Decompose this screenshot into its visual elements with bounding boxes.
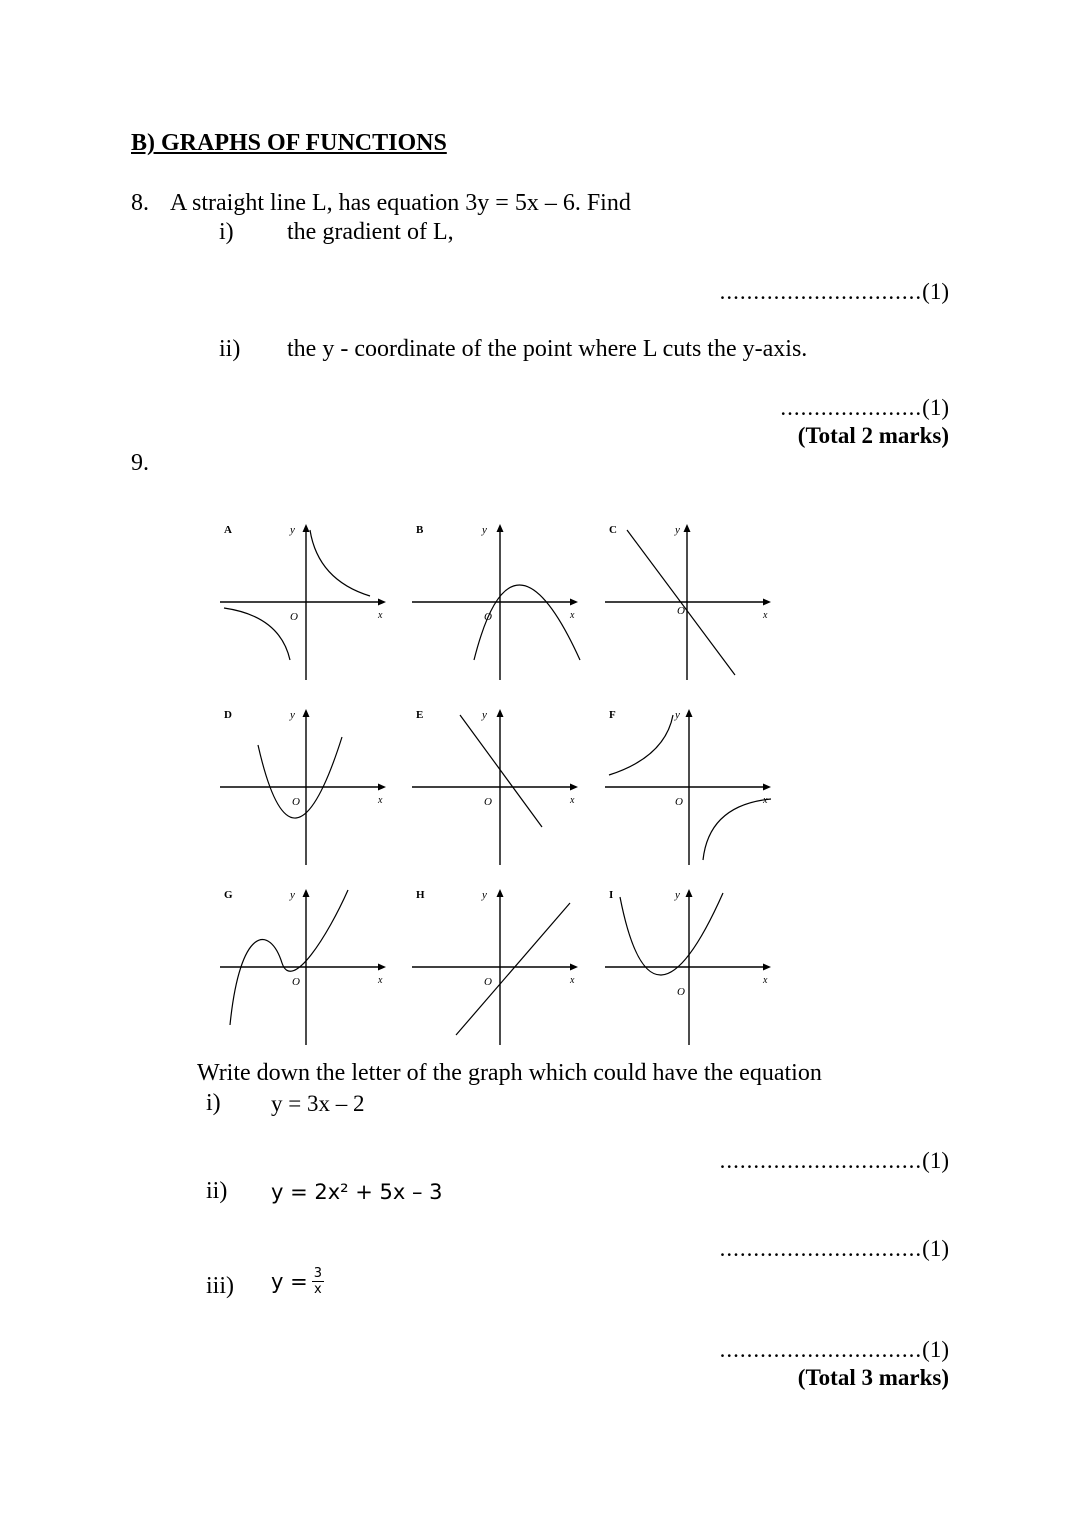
graph-i	[605, 885, 770, 1045]
graph-b	[412, 520, 577, 680]
marks: (1)	[922, 279, 949, 304]
x-axis-arrow	[378, 784, 386, 791]
x-axis-label: x	[378, 795, 383, 806]
origin-label: O	[677, 986, 685, 998]
y-axis-label: y	[290, 709, 295, 721]
x-axis-label: x	[570, 610, 575, 621]
y-axis-arrow	[303, 889, 310, 897]
x-axis-arrow	[570, 784, 578, 791]
x-axis-arrow	[763, 599, 771, 606]
graph-letter: A	[224, 524, 232, 536]
q9-part-iii-equation	[271, 1266, 324, 1297]
graph-letter: G	[224, 889, 233, 901]
y-axis-label: y	[482, 524, 487, 536]
q8-part-ii-text: the y - coordinate of the point where L cuts the y-axis.	[287, 336, 808, 362]
graph-a	[220, 520, 385, 680]
graph-letter: C	[609, 524, 617, 536]
y-axis-arrow	[686, 889, 693, 897]
q8-stem: A straight line L, has equation 3y = 5x – 6. Find	[170, 190, 631, 216]
answer-dots: ..............................	[719, 279, 923, 304]
origin-label: O	[484, 796, 492, 808]
x-axis-label: x	[378, 610, 383, 621]
origin-label: O	[292, 796, 300, 808]
x-axis-arrow	[763, 784, 771, 791]
q8-total-marks: (Total 2 marks)	[797, 423, 949, 448]
q9-part-iii-answer-line[interactable]	[720, 1337, 949, 1363]
marks: (1)	[922, 1337, 949, 1362]
origin-label: O	[290, 611, 298, 623]
x-axis-arrow	[763, 964, 771, 971]
y-axis-arrow	[303, 524, 310, 532]
parabola-curve	[620, 893, 723, 975]
graph-g	[220, 885, 385, 1045]
q9-instruction: Write down the letter of the graph which could have the equation	[197, 1060, 822, 1086]
q9-part-ii-answer-line[interactable]	[720, 1236, 949, 1262]
q9-part-ii-label: ii)	[206, 1178, 228, 1204]
q8-number: 8.	[131, 190, 149, 216]
marks: (1)	[922, 1148, 949, 1173]
curve-branch-right	[703, 799, 771, 860]
x-axis-label: x	[570, 795, 575, 806]
q8-part-i-label: i)	[219, 219, 234, 245]
curve-branch-right	[310, 530, 370, 596]
origin-label: O	[292, 976, 300, 988]
q9-part-iii-label: iii)	[206, 1273, 234, 1299]
y-axis-label: y	[290, 524, 295, 536]
y-axis-arrow	[686, 709, 693, 717]
y-axis-arrow	[497, 889, 504, 897]
graph-letter: H	[416, 889, 425, 901]
section-heading: B) GRAPHS OF FUNCTIONS	[131, 130, 447, 156]
answer-dots: ..............................	[719, 1148, 923, 1173]
q9-part-i-answer-line[interactable]	[720, 1148, 949, 1174]
marks: (1)	[922, 395, 949, 420]
parabola-curve	[258, 737, 342, 818]
x-axis-arrow	[570, 964, 578, 971]
answer-dots: ..............................	[719, 1337, 923, 1362]
y-axis-label: y	[675, 709, 680, 721]
q9-part-i-equation: y = 3x – 2	[271, 1091, 365, 1116]
x-axis-label: x	[763, 610, 768, 621]
y-axis-arrow	[303, 709, 310, 717]
origin-label: O	[675, 796, 683, 808]
fraction-denominator: x	[313, 1282, 322, 1297]
q9-part-ii-equation: y = 2x² + 5x – 3	[271, 1180, 443, 1204]
graph-e	[412, 705, 577, 865]
curve-branch-left	[609, 715, 673, 775]
y-axis-label: y	[675, 524, 680, 536]
graph-letter: B	[416, 524, 424, 536]
origin-label: O	[484, 611, 492, 623]
y-axis-arrow	[497, 524, 504, 532]
line	[456, 903, 570, 1035]
x-axis-arrow	[570, 599, 578, 606]
graph-letter: E	[416, 709, 424, 721]
y-axis-arrow	[497, 709, 504, 717]
y-axis-label: y	[482, 709, 487, 721]
graph-letter: D	[224, 709, 232, 721]
line	[460, 715, 542, 827]
x-axis-label: x	[378, 975, 383, 986]
y-axis-arrow	[684, 524, 691, 532]
origin-label: O	[484, 976, 492, 988]
q9-number: 9.	[131, 450, 149, 476]
graph-f	[605, 705, 770, 865]
fraction	[312, 1266, 324, 1297]
cubic-curve	[230, 890, 348, 1025]
y-axis-label: y	[482, 889, 487, 901]
equation-lhs: y =	[271, 1269, 308, 1294]
graph-letter: I	[609, 889, 614, 901]
y-axis-label: y	[675, 889, 680, 901]
graph-c	[605, 520, 770, 680]
x-axis-arrow	[378, 599, 386, 606]
q9-part-i-label: i)	[206, 1090, 221, 1116]
q8-part-ii-answer-line[interactable]	[780, 395, 949, 421]
answer-dots: ..............................	[719, 1236, 923, 1261]
answer-dots: .....................	[780, 395, 923, 420]
graph-letter: F	[609, 709, 616, 721]
q9-total-marks: (Total 3 marks)	[797, 1365, 949, 1390]
q8-part-i-answer-line[interactable]	[720, 279, 949, 305]
y-axis-label: y	[290, 889, 295, 901]
graph-h	[412, 885, 577, 1045]
q8-part-ii-label: ii)	[219, 336, 241, 362]
curve-branch-left	[224, 608, 290, 660]
graph-d	[220, 705, 385, 865]
x-axis-arrow	[378, 964, 386, 971]
x-axis-label: x	[763, 975, 768, 986]
x-axis-label: x	[763, 795, 768, 806]
fraction-numerator: 3	[313, 1266, 322, 1281]
origin-label: O	[677, 605, 685, 617]
marks: (1)	[922, 1236, 949, 1261]
q8-part-i-text: the gradient of L,	[287, 219, 454, 245]
x-axis-label: x	[570, 975, 575, 986]
